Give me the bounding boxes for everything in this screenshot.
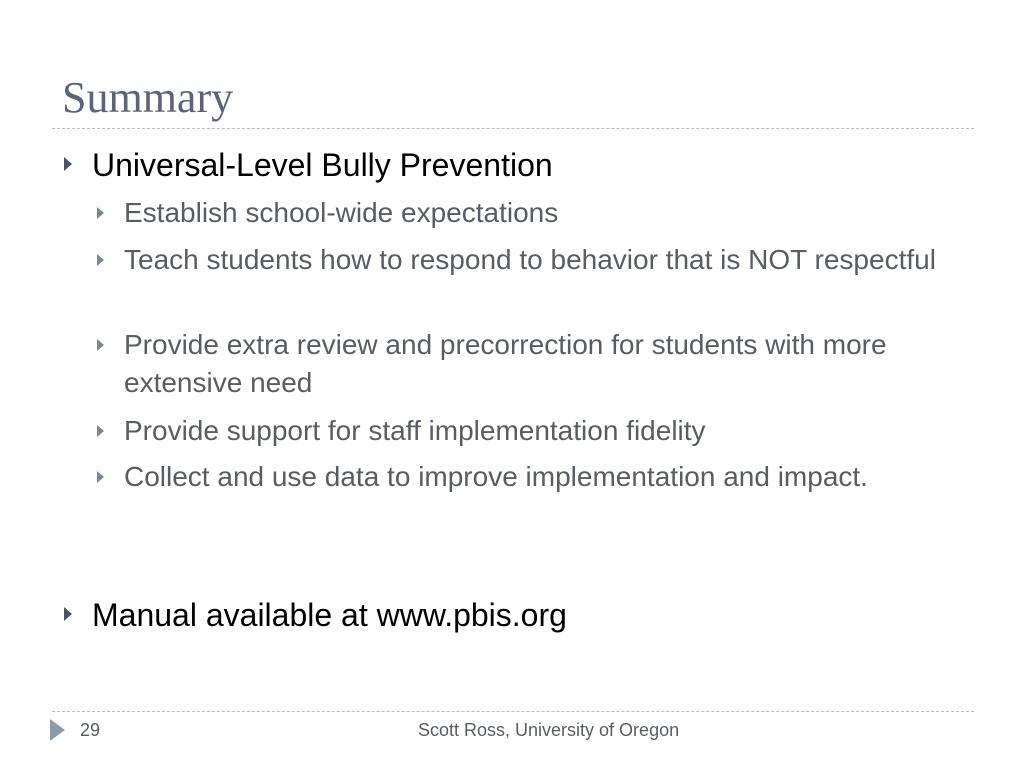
bullet-arrow-icon [64,157,72,171]
footer-credit: Scott Ross, University of Oregon [418,720,680,740]
sub-bullet-item: Provide support for staff implementation fidelity [124,415,706,446]
bullet-item: Manual available at www.pbis.org [92,597,567,633]
title-divider [52,128,974,129]
sub-bullet-item: Collect and use data to improve implementation and impact. [124,461,868,492]
sub-bullet-arrow-icon [97,207,104,219]
page-number: 29 [80,720,101,740]
sub-bullet-arrow-icon [97,425,104,437]
sub-bullet-arrow-icon [97,471,104,483]
bullet-item: Universal-Level Bully Prevention [92,147,553,183]
bullet-arrow-icon [64,607,72,621]
footer-divider [52,711,974,712]
sub-bullet-item: Teach students how to respond to behavior that is NOT respectful [124,244,936,275]
sub-bullet-arrow-icon [97,339,104,351]
sub-bullet-arrow-icon [97,254,104,266]
slide-title: Summary [62,73,234,122]
footer-triangle-icon [50,719,65,741]
sub-bullet-item: Provide extra review and precorrection for students with more extensive need [124,329,887,398]
sub-bullet-item: Establish school-wide expectations [124,197,559,228]
